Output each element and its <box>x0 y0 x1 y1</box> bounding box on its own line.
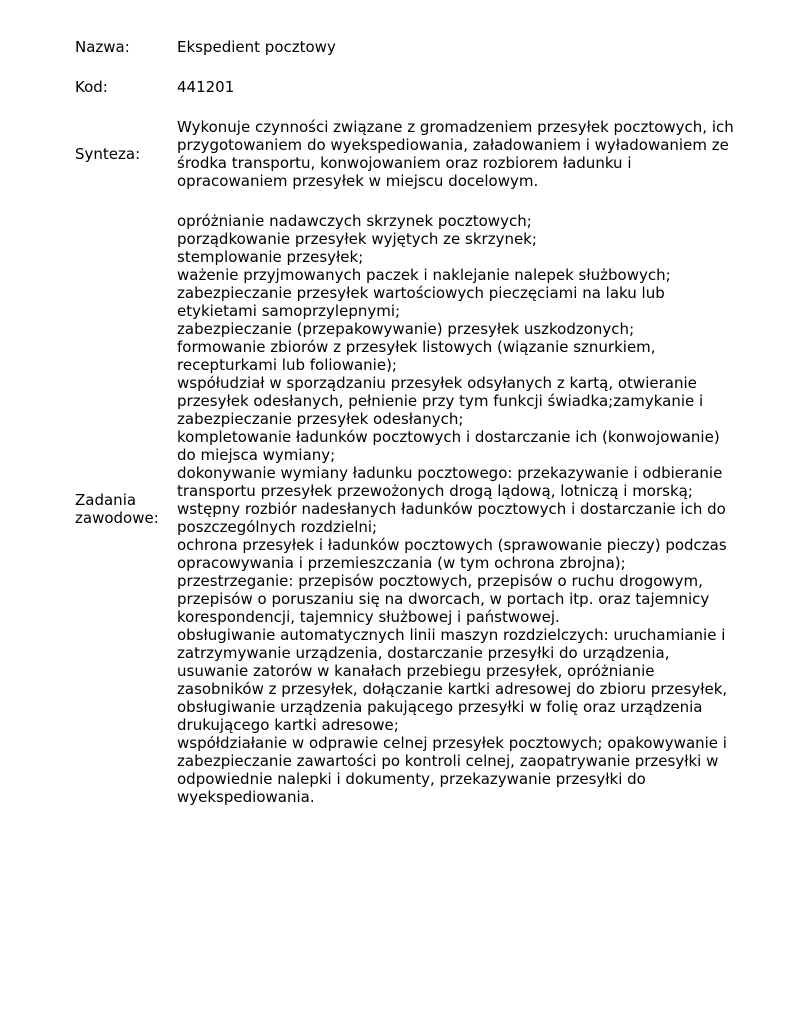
synthesis-text <box>177 118 765 190</box>
synthesis-label: Synteza: <box>75 145 141 163</box>
task-line: zabezpieczanie przesyłek wartościowych pieczęciami na laku lub <box>177 284 665 302</box>
tasks-label <box>75 491 177 527</box>
task-line: kompletowanie ładunków pocztowych i dostarczanie ich (konwojowanie) <box>177 428 720 446</box>
name-label: Nazwa: <box>75 38 130 56</box>
name-value: Ekspedient pocztowy <box>177 38 336 56</box>
task-line: zasobników z przesyłek, dołączanie kartki adresowej do zbioru przesyłek, <box>177 680 728 698</box>
task-line: poszczególnych rozdzielni; <box>177 518 378 536</box>
task-line: ważenie przyjmowanych paczek i naklejanie nalepek służbowych; <box>177 266 671 284</box>
task-line: przesyłek odesłanych, pełnienie przy tym funkcji świadka;zamykanie i <box>177 392 704 410</box>
synthesis-row <box>75 118 765 190</box>
task-line: etykietami samoprzylepnymi; <box>177 302 401 320</box>
task-line: dokonywanie wymiany ładunku pocztowego: przekazywanie i odbieranie <box>177 464 723 482</box>
task-line: zabezpieczanie przesyłek odesłanych; <box>177 410 464 428</box>
task-line: ochrona przesyłek i ładunków pocztowych (sprawowanie pieczy) podczas <box>177 536 727 554</box>
synthesis-line: środka transportu, konwojowaniem oraz rozbiorem ładunku i <box>177 154 632 172</box>
task-line: przepisów o poruszaniu się na dworcach, w portach itp. oraz tajemnicy <box>177 590 710 608</box>
task-line: korespondencji, tajemnicy służbowej i państwowej. <box>177 608 560 626</box>
task-line: drukującego kartki adresowe; <box>177 716 399 734</box>
task-line: obsługiwanie urządzenia pakującego przesyłki w folię oraz urządzenia <box>177 698 703 716</box>
task-line: zabezpieczanie (przepakowywanie) przesyłek uszkodzonych; <box>177 320 635 338</box>
task-line: formowanie zbiorów z przesyłek listowych (wiązanie sznurkiem, <box>177 338 656 356</box>
synthesis-line: opracowaniem przesyłek w miejscu docelowym. <box>177 172 539 190</box>
task-line: porządkowanie przesyłek wyjętych ze skrzynek; <box>177 230 537 248</box>
tasks-text <box>177 212 765 806</box>
code-label: Kod: <box>75 78 108 96</box>
task-line: do miejsca wymiany; <box>177 446 336 464</box>
tasks-label-line2: zawodowe: <box>75 509 159 527</box>
synthesis-line: Wykonuje czynności związane z gromadzeniem przesyłek pocztowych, ich <box>177 118 734 136</box>
task-line: wyekspediowania. <box>177 788 315 806</box>
task-line: współudział w sporządzaniu przesyłek odsyłanych z kartą, otwieranie <box>177 374 697 392</box>
code-row <box>75 78 765 96</box>
synthesis-line: przygotowaniem do wyekspediowania, załadowaniem i wyładowaniem ze <box>177 136 729 154</box>
task-line: recepturkami lub foliowanie); <box>177 356 397 374</box>
task-line: zabezpieczanie zawartości po kontroli celnej, zaopatrywanie przesyłki w <box>177 752 719 770</box>
tasks-row <box>75 212 765 806</box>
task-line: opracowywania i przemieszczania (w tym ochrona zbrojna); <box>177 554 626 572</box>
code-value: 441201 <box>177 78 235 96</box>
task-line: stemplowanie przesyłek; <box>177 248 364 266</box>
task-line: wstępny rozbiór nadesłanych ładunków pocztowych i dostarczanie ich do <box>177 500 726 518</box>
task-line: usuwanie zatorów w kanałach przebiegu przesyłek, opróżnianie <box>177 662 655 680</box>
task-line: transportu przesyłek przewożonych drogą lądową, lotniczą i morską; <box>177 482 693 500</box>
task-line: opróżnianie nadawczych skrzynek pocztowych; <box>177 212 532 230</box>
task-line: przestrzeganie: przepisów pocztowych, przepisów o ruchu drogowym, <box>177 572 703 590</box>
name-row <box>75 38 765 56</box>
tasks-label-line1: Zadania <box>75 491 137 509</box>
task-line: odpowiednie nalepki i dokumenty, przekazywanie przesyłki do <box>177 770 646 788</box>
task-line: współdziałanie w odprawie celnej przesyłek pocztowych; opakowywanie i <box>177 734 727 752</box>
task-line: obsługiwanie automatycznych linii maszyn rozdzielczych: uruchamianie i <box>177 626 726 644</box>
task-line: zatrzymywanie urządzenia, dostarczanie przesyłki do urządzenia, <box>177 644 670 662</box>
